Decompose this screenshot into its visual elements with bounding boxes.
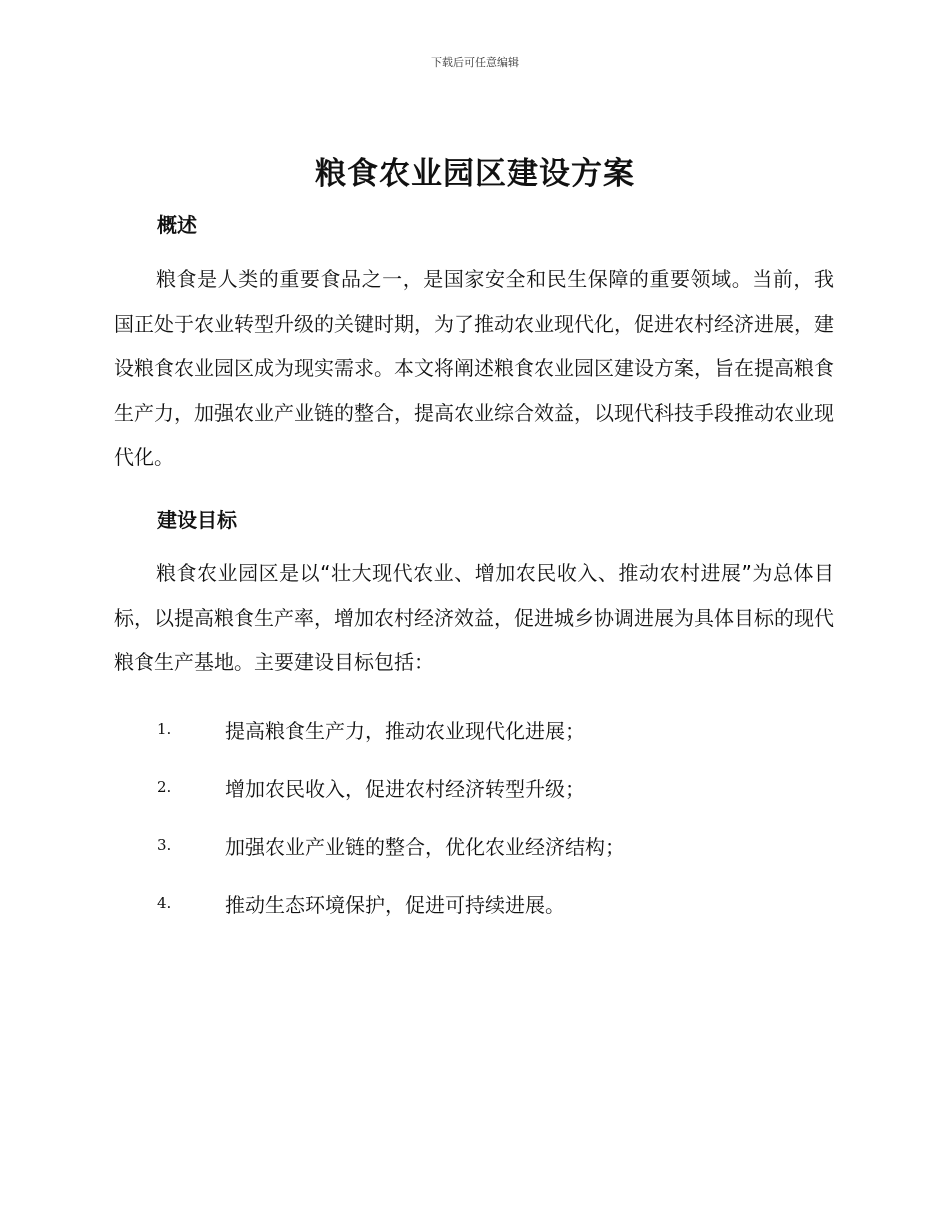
goals-list [157,700,625,932]
goal-item [157,816,625,874]
goal-item [157,700,625,758]
goal-number: 3. [157,836,172,854]
goal-item [157,874,625,932]
goal-number: 2. [157,778,172,796]
goal-text: 增加农民收入，促进农村经济转型升级； [225,776,585,801]
overview-heading: 概述 [157,213,197,237]
header-note: 下载后可任意编辑 [431,56,519,69]
goal-text: 推动生态环境保护，促进可持续进展。 [225,892,565,917]
overview-paragraph: 粮食是人类的重要食品之一，是国家安全和民生保障的重要领域。当前，我国正处于农业转型升级的关键时期，为了推动农业现代化，促进农村经济进展，建设粮食农业园区成为现实需求。本文将阐述粮食农业园区建设方案，旨在提高粮食生产力，加强农业产业链的整合，提高农业综合效益，以现代科技手段推动农业现代化。 [114,267,834,469]
goal-item [157,758,625,816]
document-title: 粮食农业园区建设方案 [315,156,635,192]
goal-text: 加强农业产业链的整合，优化农业经济结构； [225,834,625,859]
goals-heading: 建设目标 [157,508,237,532]
goal-number: 4. [157,894,172,912]
goal-text: 提高粮食生产力，推动农业现代化进展； [225,718,585,743]
goals-paragraph: 粮食农业园区是以“壮大现代农业、增加农民收入、推动农村进展”为总体目标，以提高粮食生产率，增加农村经济效益，促进城乡协调进展为具体目标的现代粮食生产基地。主要建设目标包括： [114,561,834,674]
goal-number: 1. [157,720,172,738]
